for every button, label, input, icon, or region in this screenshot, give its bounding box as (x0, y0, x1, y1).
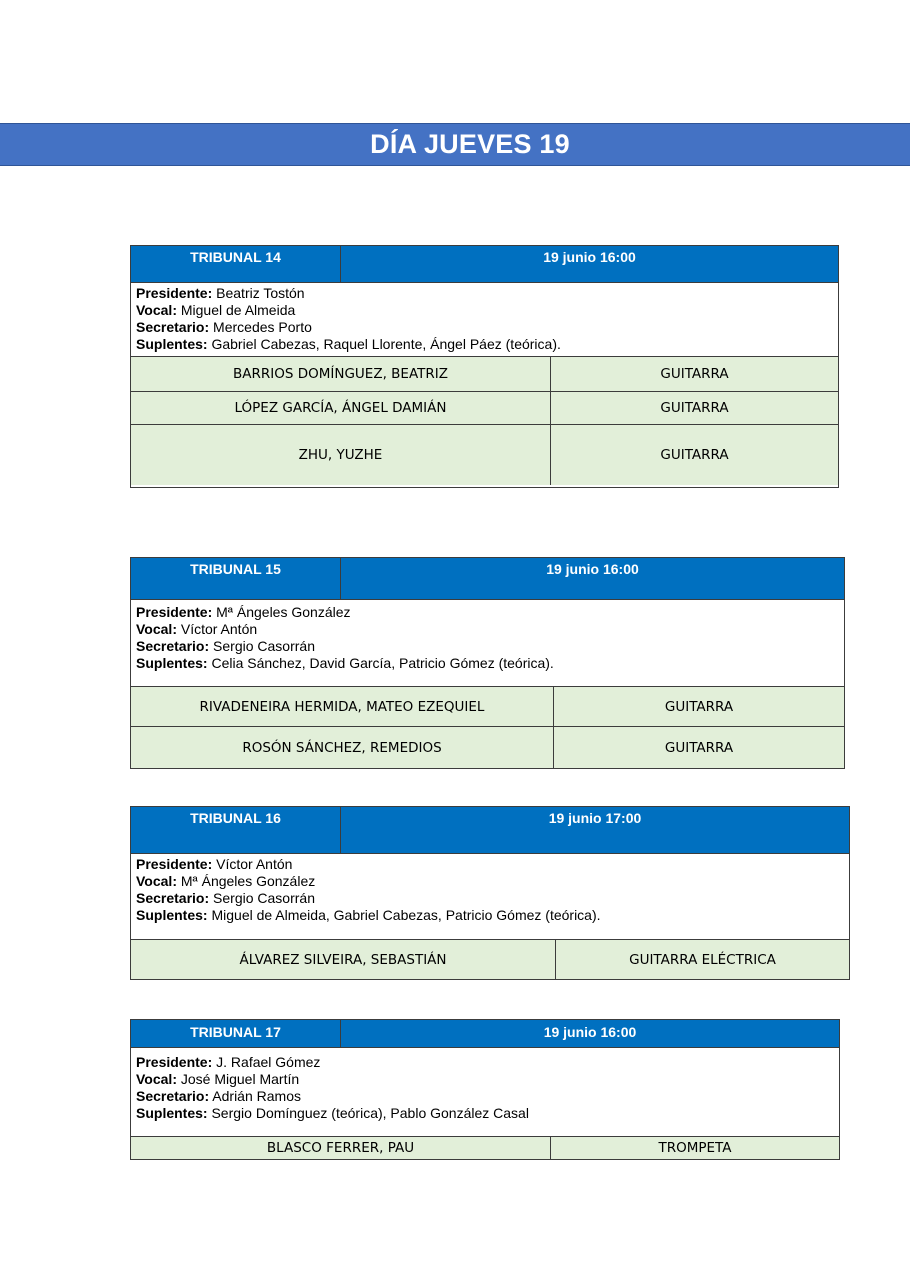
presidente-value: Beatriz Tostón (216, 285, 305, 301)
tribunal-14-table (130, 245, 839, 488)
secretario-label: Secretario: (136, 638, 210, 654)
vocal-label: Vocal: (136, 873, 177, 889)
student-name: LÓPEZ GARCÍA, ÁNGEL DAMIÁN (131, 392, 551, 424)
vocal-label: Vocal: (136, 621, 177, 637)
vocal-label: Vocal: (136, 1071, 177, 1087)
vocal-value: Mª Ángeles González (180, 873, 316, 889)
student-row (131, 425, 838, 485)
day-banner (0, 123, 910, 166)
presidente-label: Presidente: (136, 604, 213, 620)
tribunal-name: TRIBUNAL 16 (131, 807, 341, 853)
student-instrument: GUITARRA (664, 739, 734, 756)
suplentes-label: Suplentes: (136, 336, 208, 352)
student-instrument: TROMPETA (658, 1140, 732, 1156)
secretario-value: Mercedes Porto (213, 319, 312, 335)
tribunal-name: TRIBUNAL 15 (131, 558, 341, 599)
tribunal-header (131, 1020, 839, 1048)
suplentes-value: Celia Sánchez, David García, Patricio Gómez (teórica). (211, 655, 554, 671)
vocal-value: José Miguel Martín (180, 1071, 300, 1087)
student-row (131, 727, 844, 768)
suplentes-value: Miguel de Almeida, Gabriel Cabezas, Patricio Gómez (teórica). (211, 907, 601, 923)
suplentes-label: Suplentes: (136, 655, 208, 671)
tribunal-17-table (130, 1019, 840, 1160)
tribunal-members (131, 600, 844, 687)
student-name: BARRIOS DOMÍNGUEZ, BEATRIZ (131, 357, 551, 391)
tribunal-name: TRIBUNAL 17 (131, 1020, 341, 1047)
suplentes-value: Gabriel Cabezas, Raquel Llorente, Ángel Páez (teórica). (211, 336, 561, 352)
suplentes-value: Sergio Domínguez (teórica), Pablo González Casal (211, 1105, 529, 1121)
tribunal-16-table (130, 806, 850, 980)
student-instrument: GUITARRA ELÉCTRICA (629, 951, 776, 968)
tribunal-date: 19 junio 16:00 (543, 1024, 637, 1040)
suplentes-label: Suplentes: (136, 907, 208, 923)
tribunal-15-table (130, 557, 845, 769)
tribunal-members (131, 854, 849, 940)
student-instrument: GUITARRA (660, 366, 729, 382)
student-instrument: GUITARRA (660, 400, 729, 416)
vocal-label: Vocal: (136, 302, 177, 318)
student-row (131, 940, 849, 979)
secretario-label: Secretario: (136, 890, 210, 906)
tribunal-header (131, 246, 838, 283)
tribunal-members (131, 283, 838, 357)
tribunal-header (131, 807, 849, 854)
student-row (131, 357, 838, 392)
student-name: ÁLVAREZ SILVEIRA, SEBASTIÁN (131, 940, 556, 979)
tribunal-name: TRIBUNAL 14 (131, 246, 341, 282)
vocal-value: Miguel de Almeida (180, 302, 296, 318)
presidente-value: J. Rafael Gómez (216, 1054, 321, 1070)
student-row (131, 687, 844, 727)
presidente-label: Presidente: (136, 285, 213, 301)
day-title: DÍA JUEVES 19 (370, 129, 570, 159)
tribunal-header (131, 558, 844, 600)
tribunal-date: 19 junio 16:00 (546, 561, 639, 577)
student-instrument: GUITARRA (660, 447, 729, 463)
secretario-value: Sergio Casorrán (213, 638, 315, 654)
tribunal-date: 19 junio 17:00 (548, 810, 642, 826)
student-name: ZHU, YUZHE (131, 425, 551, 485)
student-name: ROSÓN SÁNCHEZ, REMEDIOS (131, 727, 554, 768)
secretario-value: Adrián Ramos (212, 1088, 301, 1104)
vocal-value: Víctor Antón (180, 621, 258, 637)
suplentes-label: Suplentes: (136, 1105, 208, 1121)
student-row (131, 392, 838, 425)
secretario-label: Secretario: (136, 1088, 210, 1104)
student-row (131, 1137, 839, 1159)
student-name: RIVADENEIRA HERMIDA, MATEO EZEQUIEL (131, 687, 554, 726)
secretario-value: Sergio Casorrán (213, 890, 315, 906)
student-instrument: GUITARRA (664, 698, 734, 715)
tribunal-members (131, 1048, 839, 1137)
presidente-value: Víctor Antón (216, 856, 293, 872)
secretario-label: Secretario: (136, 319, 210, 335)
presidente-label: Presidente: (136, 856, 213, 872)
tribunal-date: 19 junio 16:00 (543, 249, 636, 265)
presidente-label: Presidente: (136, 1054, 213, 1070)
presidente-value: Mª Ángeles González (216, 604, 351, 620)
student-name: BLASCO FERRER, PAU (131, 1137, 551, 1159)
